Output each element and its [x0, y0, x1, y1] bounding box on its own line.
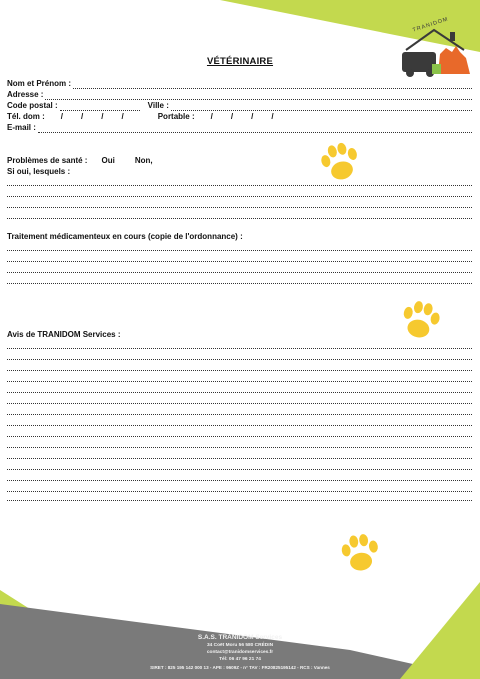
mobile-label: Portable : — [157, 112, 195, 121]
opinion-fill-line[interactable] — [7, 414, 472, 415]
opinion-fill-line[interactable] — [7, 392, 472, 393]
logo-text: TRANIDOM — [411, 16, 450, 34]
footer-company: S.A.S. TRANIDOM Services — [197, 634, 283, 641]
postal-fill-line[interactable] — [60, 103, 140, 111]
opinion-label: Avis de TRANIDOM Services : — [7, 330, 121, 339]
date-separator: / — [60, 112, 64, 121]
opinion-fill-line[interactable] — [7, 359, 472, 360]
address-label: Adresse : — [7, 90, 44, 99]
tranidom-logo — [394, 24, 474, 82]
treatment-fill-line[interactable] — [7, 283, 472, 284]
opinion-fill-line[interactable] — [7, 480, 472, 481]
date-separator: / — [251, 112, 254, 121]
date-separator: / — [81, 112, 84, 121]
opinion-fill-line[interactable] — [7, 500, 472, 501]
email-fill-line[interactable] — [38, 125, 472, 133]
opinion-fill-line[interactable] — [7, 370, 472, 371]
health-fill-line[interactable] — [7, 196, 472, 197]
health-ifyes-row — [7, 167, 472, 177]
health-label: Problèmes de santé : — [7, 156, 88, 165]
footer-email[interactable]: contact@tranidomservices.fr — [206, 650, 274, 655]
opinion-fill-line[interactable] — [7, 491, 472, 492]
city-label: Ville : — [147, 101, 169, 110]
date-separator: / — [210, 112, 213, 121]
name-field-row — [7, 79, 472, 89]
treatment-label: Traitement médicamenteux en cours (copie de l'ordonnance) : — [7, 232, 243, 241]
treatment-fill-line[interactable] — [7, 250, 472, 251]
health-no-option[interactable]: Non, — [134, 156, 153, 165]
opinion-fill-line[interactable] — [7, 381, 472, 382]
opinion-fill-line[interactable] — [7, 403, 472, 404]
paw-print-icon — [335, 529, 385, 579]
opinion-fill-line[interactable] — [7, 469, 472, 470]
phone-row — [7, 112, 472, 122]
footer-legal: SIRET : 825 195 142 000 13 - APE : 9609Z - n° TAV : FR20825195142 - RCS : Vannes — [150, 665, 330, 670]
opinion-fill-line[interactable] — [7, 348, 472, 349]
date-separator: / — [230, 112, 234, 121]
opinion-fill-line[interactable] — [7, 458, 472, 459]
date-separator: / — [271, 112, 274, 121]
opinion-fill-line[interactable] — [7, 447, 472, 448]
footer-phone: Tél: 06 47 96 21 74 — [219, 657, 261, 662]
name-fill-line[interactable] — [73, 81, 472, 89]
address-field-row — [7, 90, 472, 100]
address-fill-line[interactable] — [45, 92, 472, 100]
treatment-label-row — [7, 232, 472, 242]
page-title: VÉTÉRINAIRE — [206, 56, 274, 67]
opinion-fill-line[interactable] — [7, 425, 472, 426]
treatment-fill-line[interactable] — [7, 261, 472, 262]
health-ifyes-label: Si oui, lesquels : — [7, 167, 71, 176]
health-fill-line[interactable] — [7, 185, 472, 186]
date-separator: / — [121, 112, 124, 121]
health-yes-option[interactable]: Oui — [101, 156, 115, 165]
treatment-fill-line[interactable] — [7, 272, 472, 273]
postal-label: Code postal : — [7, 101, 58, 110]
footer-address: 34 Coët Moru 56 580 CRÉDIN — [206, 643, 274, 648]
opinion-fill-line[interactable] — [7, 436, 472, 437]
name-label: Nom et Prénom : — [7, 79, 72, 88]
health-row — [7, 156, 472, 166]
city-fill-line[interactable] — [171, 103, 472, 111]
paw-print-icon — [394, 295, 446, 347]
email-label: E-mail : — [7, 123, 36, 132]
home-phone-label: Tél. dom : — [7, 112, 45, 121]
email-field-row — [7, 123, 472, 133]
date-separator: / — [101, 112, 104, 121]
postal-city-row — [7, 101, 472, 111]
health-fill-line[interactable] — [7, 207, 472, 208]
health-fill-line[interactable] — [7, 218, 472, 219]
